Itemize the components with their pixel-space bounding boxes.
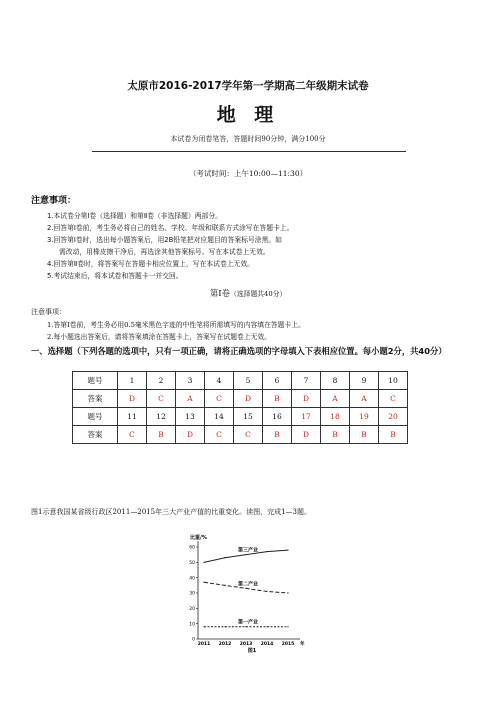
- part1-heading: [0, 287, 496, 299]
- data-point: [287, 592, 288, 593]
- table-cell: 20: [379, 408, 408, 426]
- table-cell: 7: [292, 372, 321, 390]
- table-row: [73, 426, 408, 444]
- industry-share-chart: [176, 533, 316, 653]
- answer-cell: A: [321, 390, 350, 408]
- x-tick-label: 2015: [281, 642, 295, 647]
- data-point: [287, 626, 288, 627]
- series-label: 第一产业: [238, 619, 259, 626]
- table-cell: 16: [263, 408, 292, 426]
- notice2-item: 2.每小题选出答案后，请将答案填涂在答题卡上，答案写在试题卷上无效。: [47, 333, 271, 341]
- table-row: [73, 390, 408, 408]
- answer-cell: C: [234, 426, 263, 444]
- divider: [92, 151, 406, 152]
- question-section-heading: 一、选择题（下列各题的选项中，只有一项正确，请将正确选项的字母填入下表相应位置。每小题2分，共40分）: [31, 346, 447, 356]
- notice-item: 2.回答第Ⅰ卷前，考生务必将自己的姓名、学校、年级和联系方式涂写在答题卡上。: [47, 224, 294, 232]
- data-point: [266, 626, 267, 627]
- table-row: [73, 408, 408, 426]
- notice-item: 1.本试卷分第Ⅰ卷（选择题）和第Ⅱ卷（非选择题）两部分。: [47, 212, 222, 220]
- data-point: [245, 554, 246, 555]
- y-tick-label: 60: [189, 545, 195, 551]
- table-cell: 5: [234, 372, 263, 390]
- row-label: 题号: [73, 408, 118, 426]
- data-point: [203, 626, 204, 627]
- notice-item: 4.回答第Ⅱ卷时，将答案写在答题卡相应位置上，写在本试卷上无效。: [47, 260, 254, 268]
- y-tick-label: 20: [189, 606, 195, 612]
- table-cell: 19: [350, 408, 379, 426]
- table-cell: 13: [176, 408, 205, 426]
- exam-title: 太原市2016-2017学年第一学期高二年级期末试卷: [127, 80, 369, 92]
- answer-cell: C: [118, 426, 147, 444]
- exam-info: 本试卷为闭卷笔答，答题时间90分钟，满分100分: [170, 135, 326, 143]
- row-label: 答案: [73, 426, 118, 444]
- subject-title: 地 理: [216, 104, 280, 126]
- table-cell: 18: [321, 408, 350, 426]
- table-cell: 4: [205, 372, 234, 390]
- y-axis-label: 比重/%: [190, 535, 207, 541]
- y-tick-label: 10: [189, 622, 195, 628]
- exam-time: （考试时间：上午10:00—11:30）: [188, 169, 308, 178]
- answer-cell: B: [147, 426, 176, 444]
- answer-cell: B: [379, 426, 408, 444]
- answer-cell: B: [321, 426, 350, 444]
- table-cell: 15: [234, 408, 263, 426]
- data-point: [224, 557, 225, 558]
- x-axis-label: 年: [300, 642, 305, 647]
- table-cell: 17: [292, 408, 321, 426]
- answer-cell: D: [292, 390, 321, 408]
- answer-cell: C: [147, 390, 176, 408]
- table-row: [73, 372, 408, 390]
- answer-cell: A: [350, 390, 379, 408]
- y-tick-label: 40: [189, 576, 195, 582]
- answer-cell: D: [176, 426, 205, 444]
- answer-cell: B: [350, 426, 379, 444]
- answer-cell: C: [205, 426, 234, 444]
- figure-intro: 图1示意我国某省级行政区2011—2015年三大产业产值的比重变化。读图，完成1—3题。: [31, 508, 311, 516]
- answer-cell: B: [263, 426, 292, 444]
- table-cell: 3: [176, 372, 205, 390]
- x-tick-label: 2011: [197, 642, 211, 647]
- answer-cell: D: [118, 390, 147, 408]
- part1-subtitle: （选择题共40分）: [230, 290, 287, 298]
- series-label: 第三产业: [238, 547, 259, 554]
- notice-item: 5.考试结束后，将本试卷和答题卡一并交回。: [47, 272, 183, 280]
- row-label: 答案: [73, 390, 118, 408]
- part1-title: 第Ⅰ卷: [209, 289, 231, 299]
- data-point: [266, 551, 267, 552]
- data-point: [245, 626, 246, 627]
- series-label: 第二产业: [238, 581, 259, 588]
- y-tick-label: 30: [189, 591, 195, 597]
- table-cell: 1: [118, 372, 147, 390]
- data-point: [224, 626, 225, 627]
- figure-caption: 图1: [247, 648, 257, 653]
- data-point: [266, 591, 267, 592]
- answer-cell: B: [263, 390, 292, 408]
- data-point: [203, 582, 204, 583]
- x-tick-label: 2012: [218, 642, 232, 647]
- data-point: [287, 549, 288, 550]
- table-cell: 6: [263, 372, 292, 390]
- answer-cell: C: [379, 390, 408, 408]
- data-point: [224, 585, 225, 586]
- notice-item: 需改动，用橡皮擦干净后，再选涂其他答案标号。写在本试卷上无效。: [59, 248, 270, 256]
- table-cell: 14: [205, 408, 234, 426]
- answer-cell: D: [292, 426, 321, 444]
- data-point: [245, 588, 246, 589]
- x-tick-label: 2013: [239, 642, 253, 647]
- answer-table: [72, 371, 408, 444]
- y-tick-label: 50: [189, 560, 195, 566]
- row-label: 题号: [73, 372, 118, 390]
- answer-cell: C: [205, 390, 234, 408]
- table-cell: 10: [379, 372, 408, 390]
- answer-cell: A: [176, 390, 205, 408]
- table-cell: 2: [147, 372, 176, 390]
- table-cell: 9: [350, 372, 379, 390]
- y-tick-label: 0: [192, 637, 195, 643]
- x-tick-label: 2014: [260, 642, 274, 647]
- notice-item: 3.回答第Ⅰ卷时，选出每小题答案后，用2B铅笔把对应题目的答案标号涂黑。如: [47, 236, 282, 244]
- table-cell: 12: [147, 408, 176, 426]
- notice2-title: 注意事项：: [31, 308, 66, 316]
- table-cell: 11: [118, 408, 147, 426]
- notice-title: 注意事项：: [31, 196, 77, 206]
- answer-cell: D: [234, 390, 263, 408]
- notice2-item: 1.答第Ⅰ卷前，考生务必用0.5毫米黑色字迹的中性笔将所需填写的内容填在答题卡上。: [47, 321, 305, 329]
- table-cell: 8: [321, 372, 350, 390]
- data-point: [203, 562, 204, 563]
